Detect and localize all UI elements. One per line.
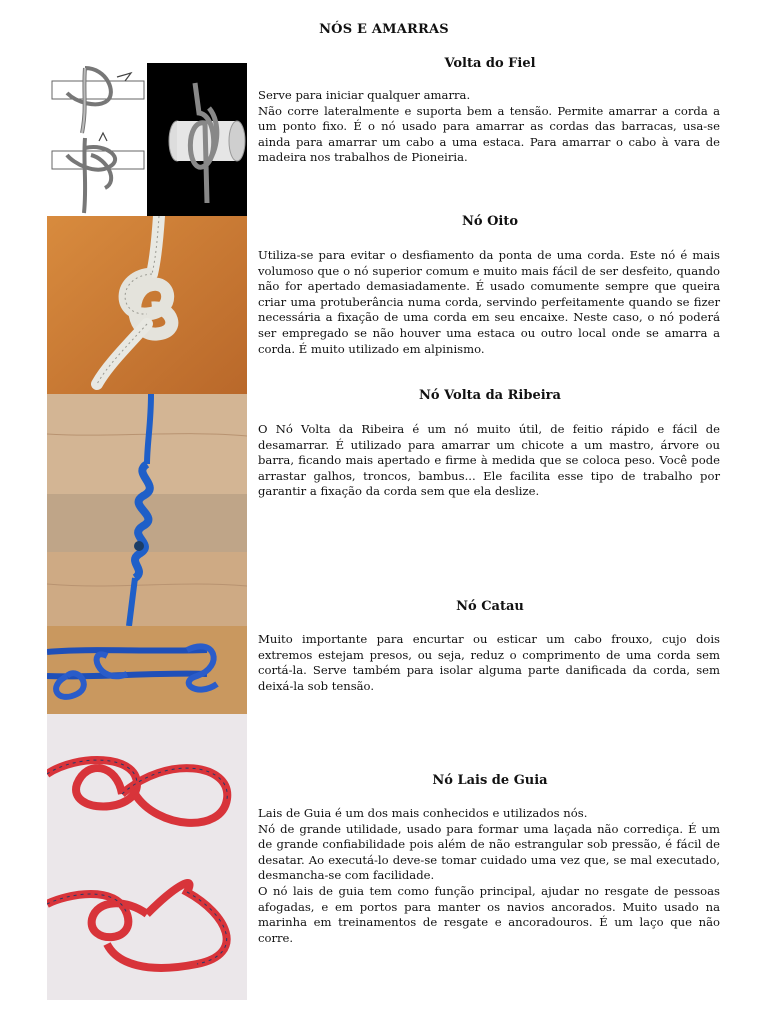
- paragraph: Serve para iniciar qualquer amarra.: [258, 88, 471, 102]
- volta-do-fiel-diagram: [47, 63, 147, 216]
- paragraph: O Nó Volta da Ribeira é um nó muito útil, de feitio rápido e fácil de desamarrar. É utilizado para amarrar um chicote a um mastro, árvore ou barra, ficando mais apertado e firme à medida que se coloca peso. Você pode arrastar galhos, troncos, bambus... Ele facilita esse tipo de trabalho por garantir a fixação da corda sem que ela deslize.: [258, 422, 720, 499]
- no-volta-da-ribeira-photo: [47, 394, 247, 626]
- no-lais-de-guia-photo: [47, 714, 247, 1000]
- paragraph: Muito importante para encurtar ou esticar um cabo frouxo, cujo dois extremos estejam presos, ou seja, reduz o comprimento de uma corda sem cortá-la. Serve também para isolar alguma parte danificada da corda, sem deixá-la sob tensão.: [258, 632, 720, 693]
- no-catau-photo: [47, 626, 247, 714]
- paragraph: Nó de grande utilidade, usado para formar uma laçada não corrediça. É um de grande confiabilidade pois além de não estrangular sob pressão, é fácil de desatar. Ao executá-lo deve-se tomar cuidado uma vez que, se mal executado, desmancha-se com facilidade.: [258, 821, 720, 883]
- paragraph: Não corre lateralmente e suporta bem a tensão. Permite amarrar a corda a um ponto fixo. É o nó usado para amarrar as cordas das barracas, usa-se ainda para amarrar um cabo a uma estaca. Para amarrar o cabo à vara de madeira nos trabalhos de Pioneiria.: [258, 103, 720, 165]
- section-heading-volta-do-fiel: Volta do Fiel: [444, 56, 536, 71]
- section-heading-no-volta-da-ribeira: Nó Volta da Ribeira: [419, 388, 561, 403]
- section-text-no-volta-da-ribeira: [258, 422, 720, 500]
- paragraph: Utiliza-se para evitar o desfiamento da ponta de uma corda. Este nó é mais volumoso que o nó superior comum e muito mais fácil de ser desfeito, quando não for apertado demasiadamente. É usado comumente sempre que queira criar uma protuberância numa corda, servindo perfeitamente quando se fizer necessária a fixação de uma corda em seu encaixe. Neste caso, o nó poderá ser empregado se não houver uma estaca ou outro local onde se amarra a corda. É muito utilizado em alpinismo.: [258, 248, 720, 356]
- section-text-no-lais-de-guia: [258, 806, 720, 946]
- page-title: NÓS E AMARRAS: [319, 22, 449, 37]
- volta-do-fiel-photo: [147, 63, 247, 216]
- section-heading-no-oito: Nó Oito: [461, 214, 519, 229]
- paragraph: O nó lais de guia tem como função principal, ajudar no resgate de pessoas afogadas, e em portos para manter os navios ancorados. Muito usado na marinha em treinamentos de resgate e ancoradouros. É um laço que não corre.: [258, 883, 720, 945]
- section-heading-no-lais-de-guia: Nó Lais de Guia: [432, 773, 548, 788]
- paragraph: Lais de Guia é um dos mais conhecidos e utilizados nós.: [258, 806, 588, 820]
- section-text-volta-do-fiel: [258, 88, 720, 166]
- section-heading-no-catau: Nó Catau: [456, 599, 524, 614]
- section-text-no-catau: [258, 632, 720, 694]
- no-oito-photo: [47, 216, 247, 394]
- section-text-no-oito: [258, 248, 720, 357]
